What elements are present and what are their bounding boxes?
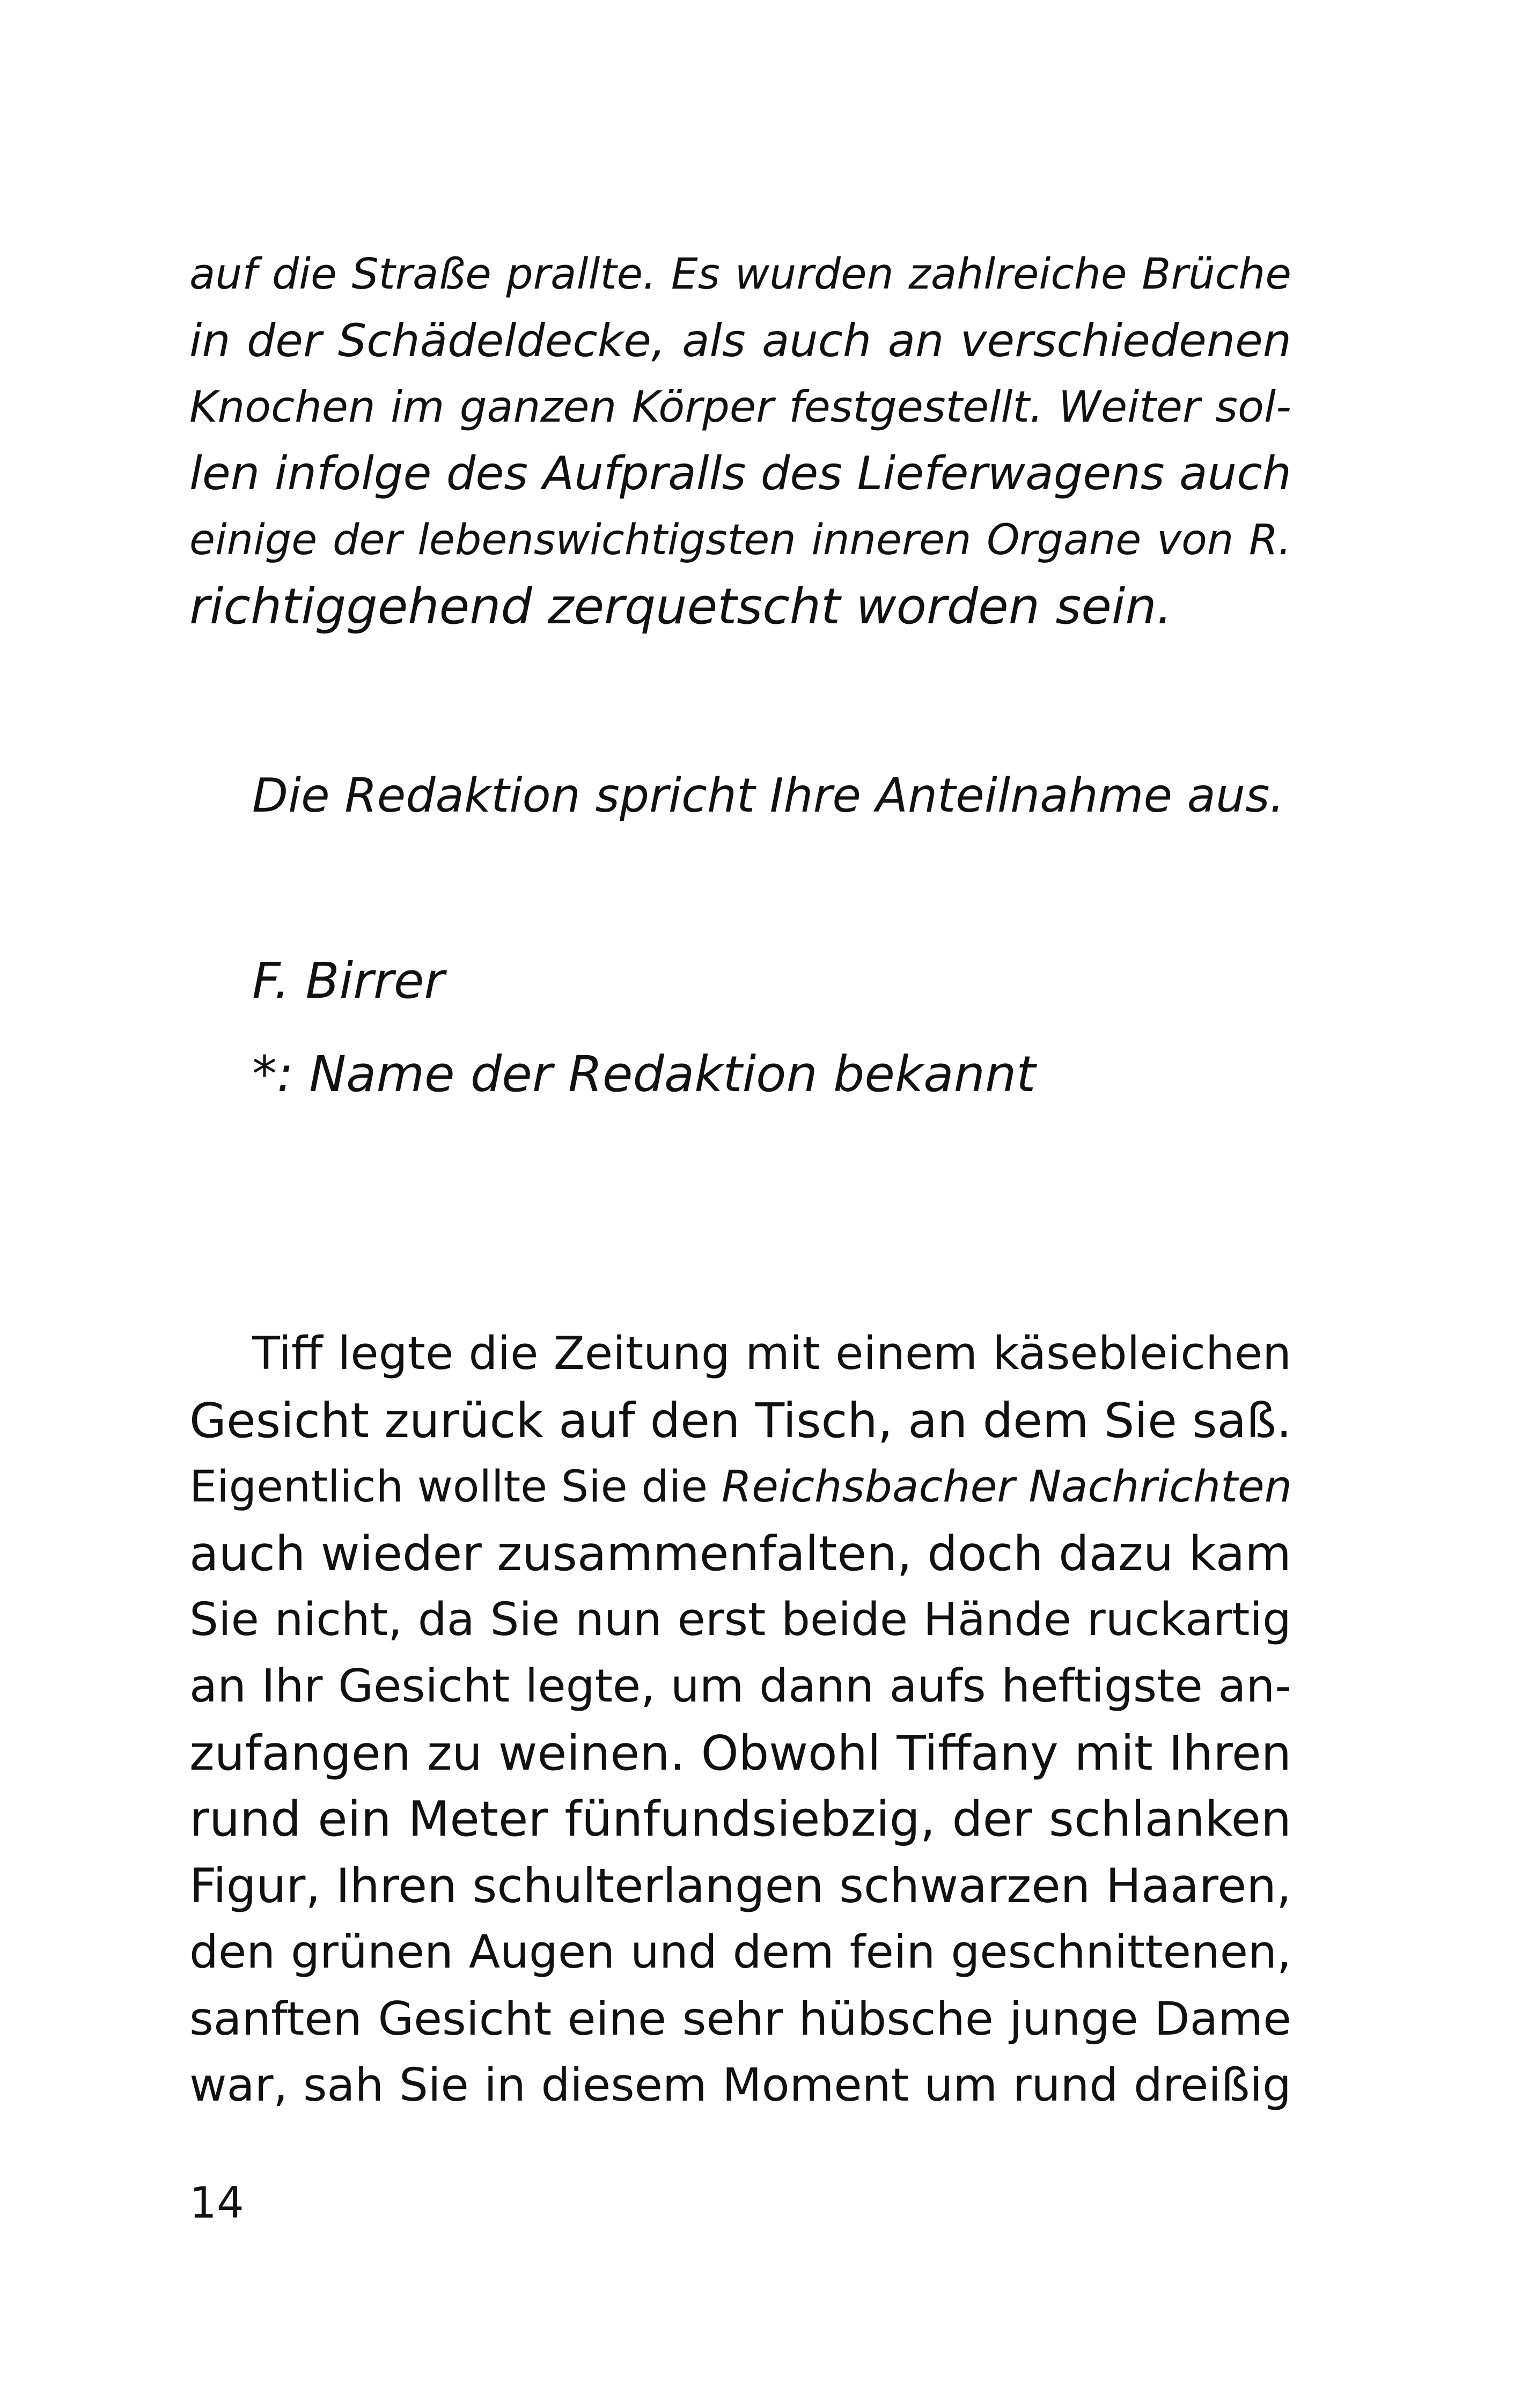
narrative-line: den grünen Augen und dem fein geschnittenen, (189, 1926, 1291, 1979)
narrative-line: Tiff legte die Zeitung mit einem käsebleichen (252, 1327, 1291, 1380)
narrative-line: war, sah Sie in diesem Moment um rund dreißig (189, 2059, 1291, 2112)
narrative-line: rund ein Meter fünfundsiebzig, der schlanken (189, 1791, 1291, 1847)
newspaper-title: Reichsbacher Nachrichten (721, 1462, 1292, 1512)
article-line: einige der lebenswichtigsten inneren Organe von R. (189, 516, 1291, 564)
article-line: len infolge des Aufpralls des Lieferwagens auch (189, 447, 1291, 500)
narrative-line: zufangen zu weinen. Obwohl Tiffany mit Ihren (189, 1725, 1291, 1781)
narrative-text: Eigentlich wollte Sie die (189, 1462, 722, 1512)
footnote: *: Name der Redaktion bekannt (252, 1045, 1036, 1103)
page-number: 14 (189, 2178, 244, 2228)
narrative-line (189, 1454, 1291, 1520)
article-line: richtiggehend zerquetscht worden sein. (189, 578, 1172, 635)
narrative-line: Gesicht zurück auf den Tisch, an dem Sie saß. (189, 1393, 1292, 1448)
narrative-line: an Ihr Gesicht legte, um dann aufs heftigste an- (189, 1660, 1291, 1713)
narrative-line: Sie nicht, da Sie nun erst beide Hände ruckartig (189, 1593, 1291, 1646)
condolence-line: Die Redaktion spricht Ihre Anteilnahme aus. (252, 768, 1285, 823)
article-line: Knochen im ganzen Körper festgestellt. Weiter sol- (189, 382, 1291, 432)
narrative-line: Figur, Ihren schulterlangen schwarzen Haaren, (189, 1858, 1291, 1913)
narrative-line: auch wieder zusammenfalten, doch dazu kam (189, 1526, 1291, 1581)
narrative-line: sanften Gesicht eine sehr hübsche junge Dame (189, 1992, 1291, 2046)
article-line: in der Schädeldecke, als auch an verschiedenen (189, 314, 1291, 367)
signature: F. Birrer (252, 952, 445, 1010)
article-line: auf die Straße prallte. Es wurden zahlreiche Brüche (189, 249, 1291, 299)
